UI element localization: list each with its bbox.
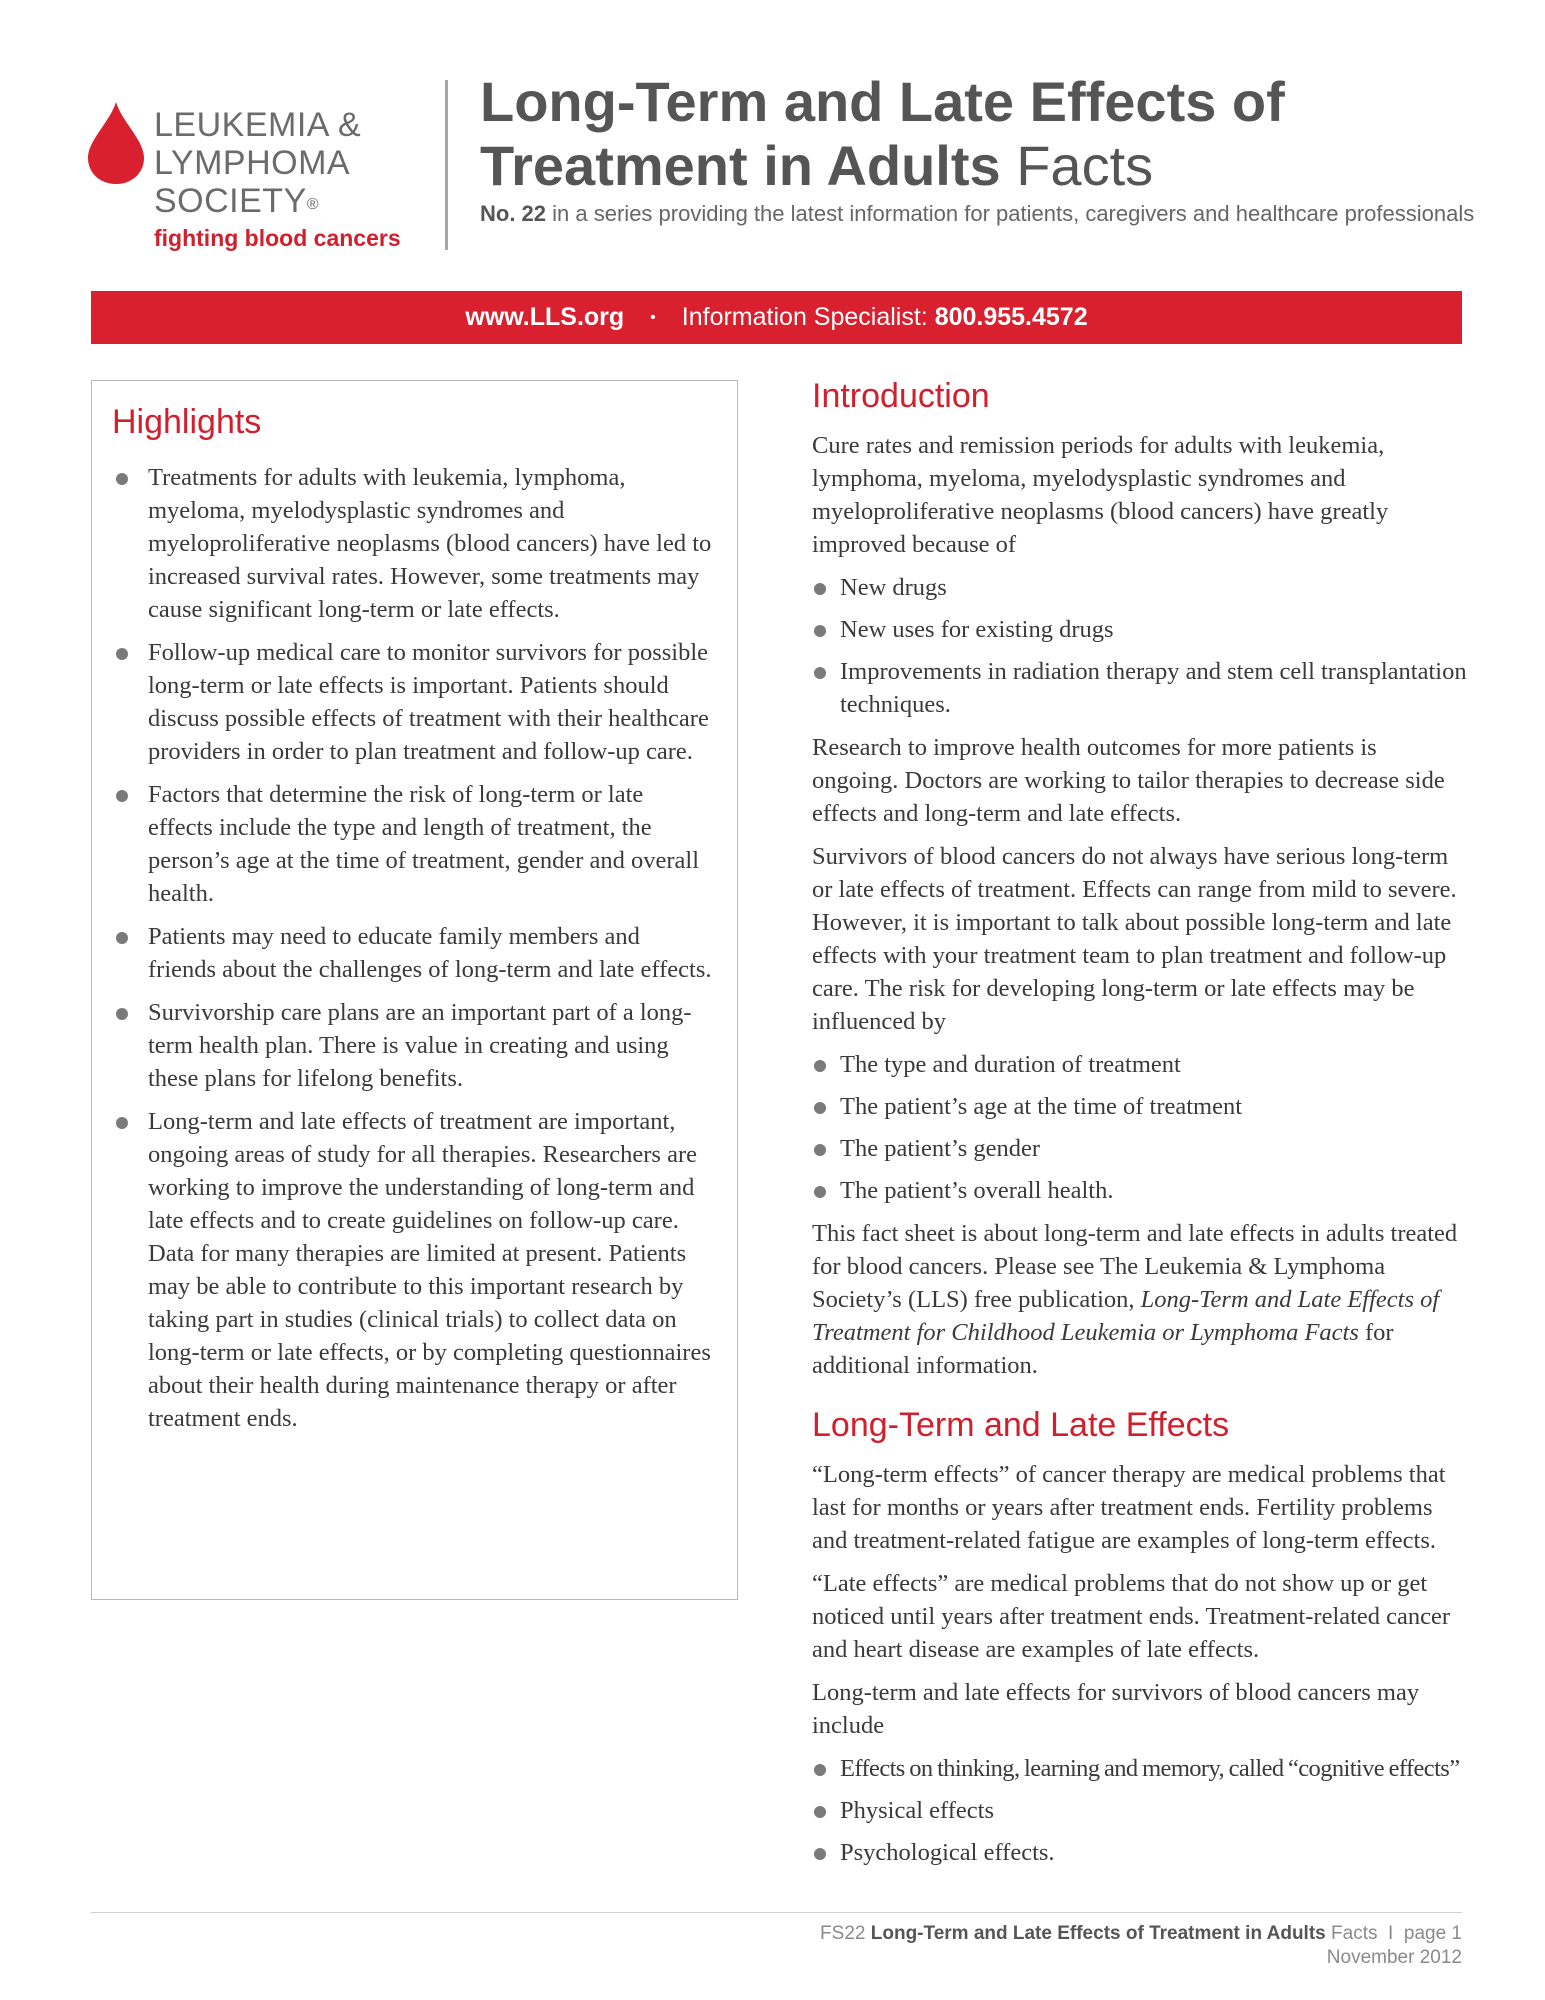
bullet-icon: [116, 473, 128, 485]
intro-paragraph-2: Research to improve health outcomes for more patients is ongoing. Doctors are working to tailor therapies to decrease side effects and long-term and late effects.: [812, 734, 1445, 827]
list-item: [112, 636, 712, 768]
bar-separator: •: [650, 308, 656, 326]
list-item: [812, 1048, 1467, 1081]
lte-paragraph-2: “Late effects” are medical problems that do not show up or get noticed until years after treatment ends. Treatment-related cancer and heart disease are examples of late effects.: [812, 1570, 1451, 1663]
bullet-icon: [814, 625, 826, 637]
list-item: [112, 778, 712, 910]
list-item-text: Physical effects: [840, 1797, 994, 1824]
list-item: [112, 920, 712, 986]
bullet-icon: [116, 648, 128, 660]
list-item: [812, 613, 1467, 646]
list-item-text: Factors that determine the risk of long-term or late effects include the type and length of treatment, the person’s age at the time of treatment, gender and overall health.: [148, 781, 700, 907]
lte-paragraph-1: “Long-term effects” of cancer therapy are medical problems that last for months or years after treatment ends. Fertility problems and treatment-related fatigue are examples of long-term effects.: [812, 1461, 1446, 1554]
list-item: [112, 996, 712, 1095]
title-line-1: Long-Term and Late Effects of: [480, 70, 1285, 133]
bullet-icon: [814, 1060, 826, 1072]
website-link[interactable]: www.LLS.org: [465, 303, 625, 331]
lte-paragraph-3: Long-term and late effects for survivors of blood cancers may include: [812, 1679, 1420, 1739]
page-number: page 1: [1403, 1923, 1462, 1944]
list-item-text: Treatments for adults with leukemia, lymphoma, myeloma, myelodysplastic syndromes and myeloproliferative neoplasms (blood cancers) have led to increased survival rates. However, some treatments may cause significant long-term or late effects.: [148, 464, 712, 623]
bullet-icon: [814, 583, 826, 595]
page-subtitle: [480, 198, 1480, 230]
bullet-icon: [814, 667, 826, 679]
phone-number[interactable]: 800.955.4572: [934, 303, 1088, 331]
footer-separator: I: [1388, 1923, 1394, 1944]
intro-paragraph-1: Cure rates and remission periods for adults with leukemia, lymphoma, myeloma, myelodysplastic syndromes and myeloproliferative neoplasms (blood cancers) have greatly improved because of: [812, 432, 1389, 558]
series-number: No. 22: [480, 201, 547, 226]
list-item-text: Effects on thinking, learning and memory, called “cognitive effects”: [840, 1755, 1460, 1782]
list-item-text: Psychological effects.: [840, 1839, 1055, 1866]
list-item: [812, 571, 1467, 604]
bullet-icon: [814, 1102, 826, 1114]
list-item-text: Follow-up medical care to monitor survivors for possible long-term or late effects is important. Patients should discuss possible effects of treatment with their healthcare providers in order to plan treatment and follow-up care.: [148, 639, 709, 765]
subtitle-text: in a series providing the latest information for patients, caregivers and healthcare professionals: [552, 201, 1475, 226]
intro-list-1: [812, 571, 1467, 721]
paragraph-text: This fact sheet is about long-term and late effects in adults treated for blood cancers. Please see The Leukemia & Lymphoma Society’s (LLS) free publication,: [812, 1220, 1458, 1313]
list-item: [112, 1105, 712, 1435]
bullet-icon: [116, 1117, 128, 1129]
bullet-icon: [116, 790, 128, 802]
logo-line-1: LEUKEMIA &: [154, 106, 362, 144]
list-item: [812, 1752, 1467, 1785]
main-column: [812, 375, 1467, 1879]
paragraph-text: for additional information.: [812, 1319, 1394, 1379]
list-item: [812, 1174, 1467, 1207]
header-divider: [445, 80, 448, 250]
logo-line-2: LYMPHOMA: [154, 144, 351, 182]
long-term-late-effects-heading: Long-Term and Late Effects: [812, 1406, 1230, 1444]
lls-logo: [88, 100, 428, 260]
blood-drop-icon: [88, 102, 144, 184]
list-item: [812, 1132, 1467, 1165]
list-item: [812, 1794, 1467, 1827]
intro-paragraph-3: Survivors of blood cancers do not always have serious long-term or late effects of treatment. Effects can range from mild to severe. However, it is important to talk about possible long-term and late effects with your treatment team to plan treatment and follow-up care. The risk for developing long-term or late effects may be influenced by: [812, 843, 1457, 1035]
introduction-heading: Introduction: [812, 377, 990, 415]
title-line-2-bold: Treatment in Adults: [480, 134, 1001, 197]
lte-list: [812, 1752, 1467, 1869]
list-item-text: Improvements in radiation therapy and stem cell transplantation techniques.: [840, 658, 1467, 718]
list-item-text: The patient’s overall health.: [840, 1177, 1114, 1204]
list-item: [812, 655, 1467, 721]
footer-divider: [91, 1912, 1462, 1913]
title-facts: Facts: [1016, 134, 1154, 197]
bullet-icon: [116, 1008, 128, 1020]
specialist-label: Information Specialist:: [681, 303, 928, 331]
bullet-icon: [814, 1186, 826, 1198]
registered-mark: ®: [306, 196, 320, 213]
bullet-icon: [814, 1848, 826, 1860]
list-item-text: The patient’s age at the time of treatment: [840, 1093, 1243, 1120]
list-item: [812, 1090, 1467, 1123]
publication-title: Long-Term and Late Effects of Treatment for Childhood Leukemia or Lymphoma Facts: [812, 1286, 1440, 1346]
intro-list-2: [812, 1048, 1467, 1207]
bullet-icon: [814, 1806, 826, 1818]
list-item-text: Long-term and late effects of treatment are important, ongoing areas of study for all therapies. Researchers are working to improve the understanding of long-term and late effects and to create guidelines on follow-up care. Data for many therapies are limited at present. Patients may be able to contribute to this important research by taking part in studies (clinical trials) to collect data on long-term or late effects, or by completing questionnaires about their health during maintenance therapy or after treatment ends.: [148, 1108, 711, 1432]
list-item: [112, 461, 712, 626]
highlights-heading: Highlights: [112, 403, 262, 441]
logo-wordmark: [154, 106, 361, 220]
highlights-list: [112, 461, 712, 1445]
logo-tagline: fighting blood cancers: [154, 225, 401, 251]
bullet-icon: [116, 932, 128, 944]
page-footer: [820, 1922, 1462, 1970]
list-item-text: New drugs: [840, 574, 947, 601]
bullet-icon: [814, 1764, 826, 1776]
list-item-text: Survivorship care plans are an important part of a long-term health plan. There is value in creating and using these plans for lifelong benefits.: [148, 999, 692, 1092]
list-item-text: Patients may need to educate family members and friends about the challenges of long-term and late effects.: [148, 923, 712, 983]
logo-line-3: SOCIETY: [154, 182, 307, 220]
list-item-text: The type and duration of treatment: [840, 1051, 1181, 1078]
footer-date: November 2012: [1326, 1947, 1462, 1968]
bullet-icon: [814, 1144, 826, 1156]
footer-title: Long-Term and Late Effects of Treatment in Adults: [870, 1923, 1326, 1944]
list-item-text: The patient’s gender: [840, 1135, 1041, 1162]
contact-bar: [91, 291, 1462, 344]
page-title: [480, 70, 1500, 198]
intro-paragraph-4: [812, 1217, 1467, 1382]
list-item: [812, 1836, 1467, 1869]
footer-facts: Facts: [1331, 1923, 1378, 1944]
footer-code: FS22: [820, 1923, 866, 1944]
highlights-box: [91, 380, 738, 1600]
list-item-text: New uses for existing drugs: [840, 616, 1114, 643]
